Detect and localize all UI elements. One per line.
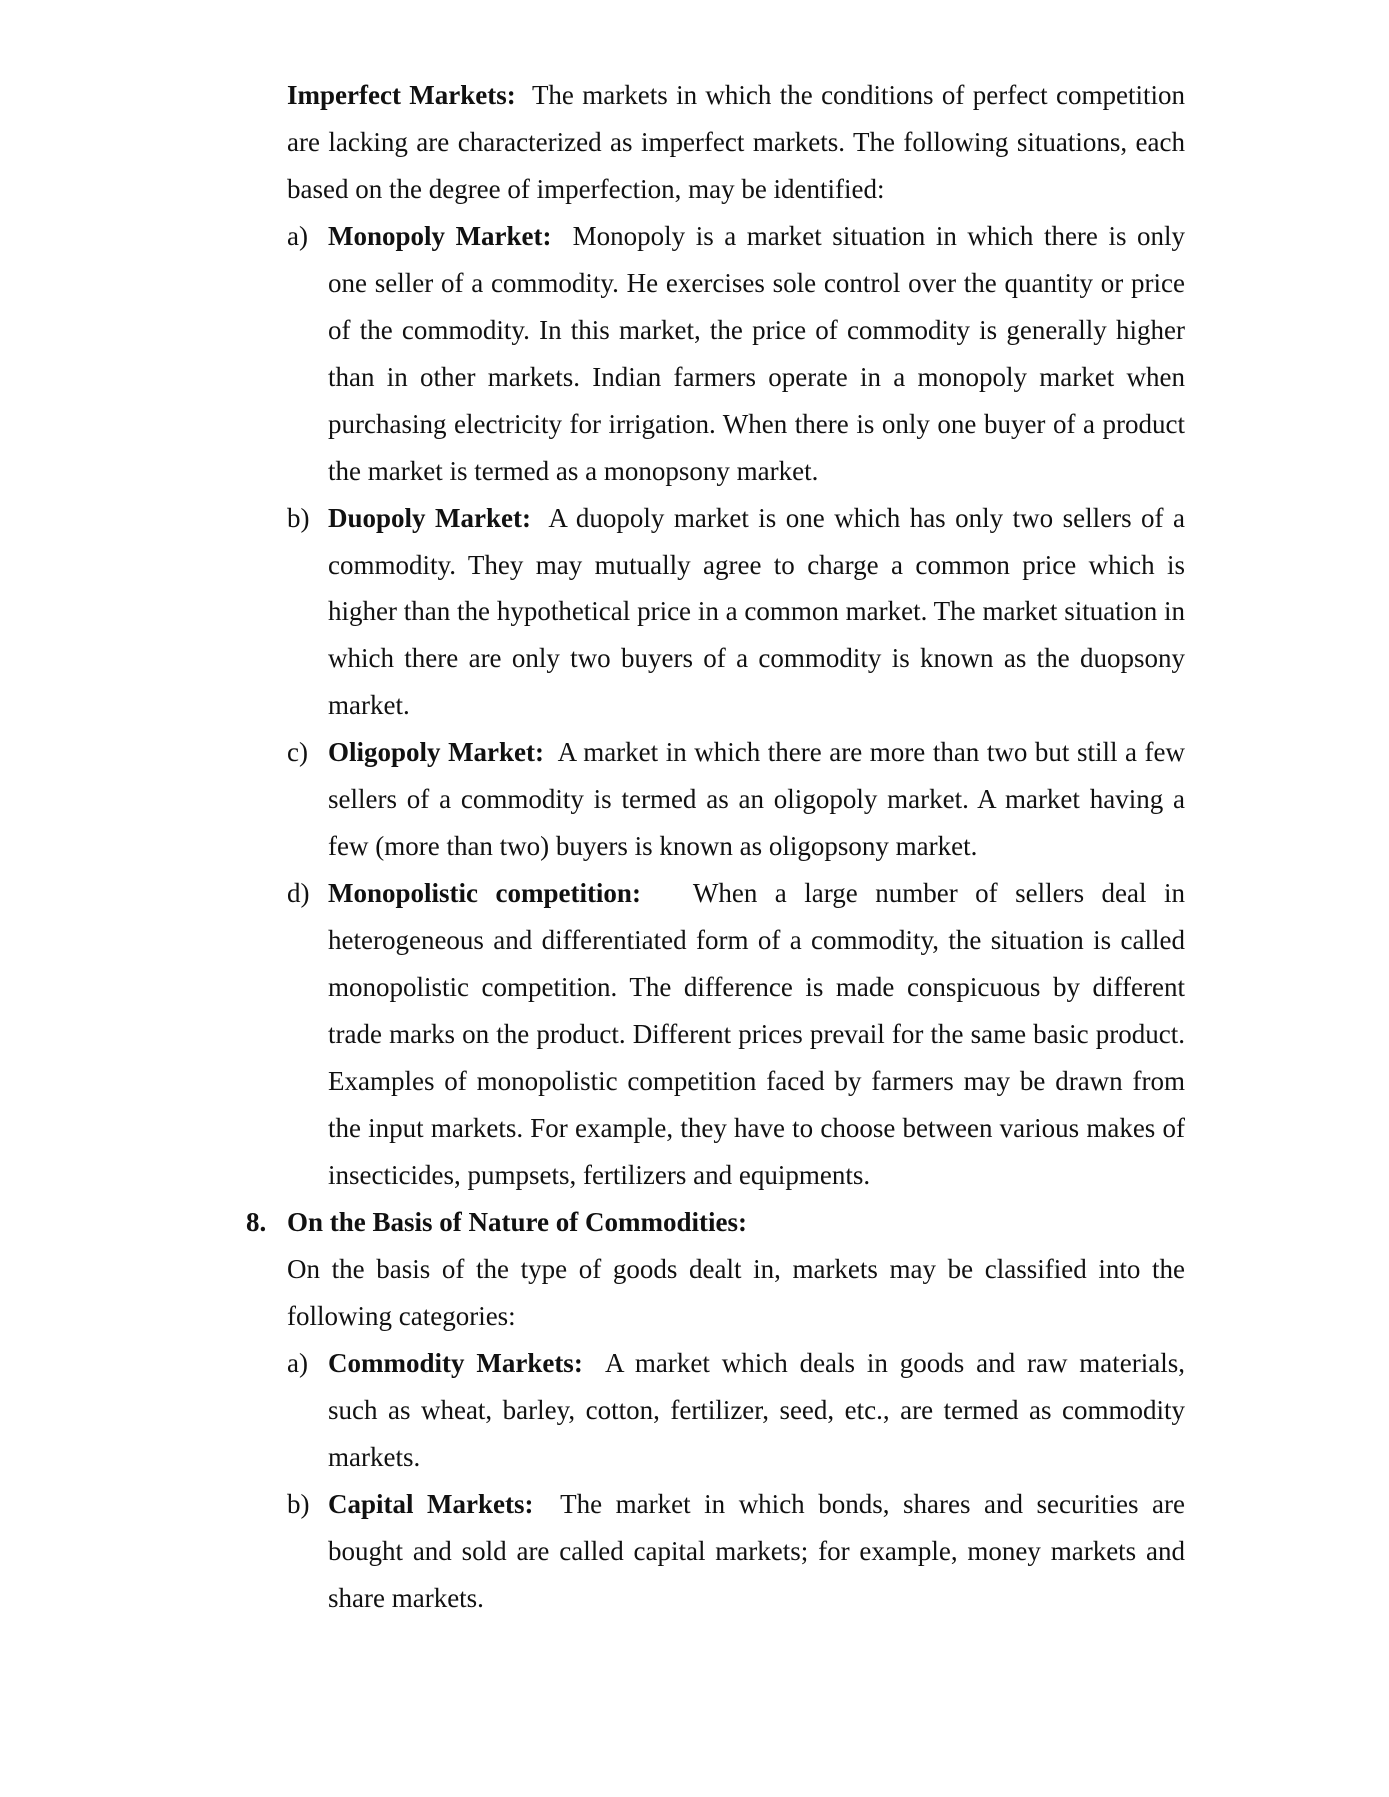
list-item-text: The market in which bonds, shares and securities are bought and sold are called capital markets; for example, money markets and share markets. bbox=[328, 1488, 1186, 1613]
section-heading-line bbox=[246, 1199, 1185, 1246]
list-marker: b) bbox=[287, 502, 310, 533]
list-item-monopolistic-competition bbox=[287, 870, 1185, 1199]
list-marker: a) bbox=[287, 220, 308, 251]
list-item-text: A market in which there are more than two but still a few sellers of a commodity is termed as an oligopoly market. A market having a few (more than two) buyers is known as oligopsony market. bbox=[328, 737, 1186, 862]
list-item-duopoly bbox=[287, 495, 1185, 730]
list-item-text: Monopoly is a market situation in which there is only one seller of a commodity. He exercises sole control over the quantity or price of the commodity. In this market, the price of commodity is generally higher than in other markets. Indian farmers operate in a monopoly market when purchasing electricity for irrigation. When there is only one buyer of a product the market is termed as a monopsony market. bbox=[328, 220, 1186, 486]
section-number: 8. bbox=[246, 1206, 267, 1237]
intro-text: The markets in which the conditions of perfect competition are lacking are characterized as imperfect markets. The following situations, each based on the degree of imperfection, may be identified: bbox=[287, 80, 1185, 204]
list-marker: a) bbox=[287, 1347, 308, 1378]
list-item-monopoly bbox=[287, 213, 1185, 495]
list-item-title: Duopoly Market: bbox=[328, 502, 531, 533]
list-item-text: A market which deals in goods and raw materials, such as wheat, barley, cotton, fertilizer, seed, etc., are termed as commodity markets. bbox=[328, 1347, 1186, 1472]
list-item-title: Monopolistic competition: bbox=[328, 878, 641, 909]
list-item-oligopoly bbox=[287, 729, 1185, 870]
page-content bbox=[246, 72, 1186, 1621]
section-heading: On the Basis of Nature of Commodities: bbox=[287, 1206, 747, 1237]
list-item-title: Monopoly Market: bbox=[328, 220, 552, 251]
list-item-title: Capital Markets: bbox=[328, 1488, 534, 1519]
intro-lead: Imperfect Markets: bbox=[287, 80, 516, 110]
list-marker: b) bbox=[287, 1488, 310, 1519]
list-item-commodity-markets bbox=[287, 1340, 1185, 1481]
list-item-title: Commodity Markets: bbox=[328, 1347, 583, 1378]
list-item-title: Oligopoly Market: bbox=[328, 737, 545, 768]
list-marker: d) bbox=[287, 878, 310, 909]
intro-paragraph bbox=[287, 72, 1185, 213]
list-item-text: When a large number of sellers deal in heterogeneous and differentiated form of a commodity, the situation is called monopolistic competition. The difference is made conspicuous by different trade marks on the product. Different prices prevail for the same basic product. Examples of monopolistic competition faced by farmers may be drawn from the input markets. For example, they have to choose between various makes of insecticides, pumpsets, fertilizers and equipments. bbox=[328, 878, 1185, 1190]
list-item-text: A duopoly market is one which has only two sellers of a commodity. They may mutually agree to charge a common price which is higher than the hypothetical price in a common market. The market situation in which there are only two buyers of a commodity is known as the duopsony market. bbox=[328, 502, 1185, 721]
list-item-capital-markets bbox=[287, 1481, 1185, 1622]
list-marker: c) bbox=[287, 737, 308, 768]
section-8 bbox=[246, 1199, 1186, 1622]
section-intro-text: On the basis of the type of goods dealt in, markets may be classified into the following categories: bbox=[287, 1253, 1185, 1331]
